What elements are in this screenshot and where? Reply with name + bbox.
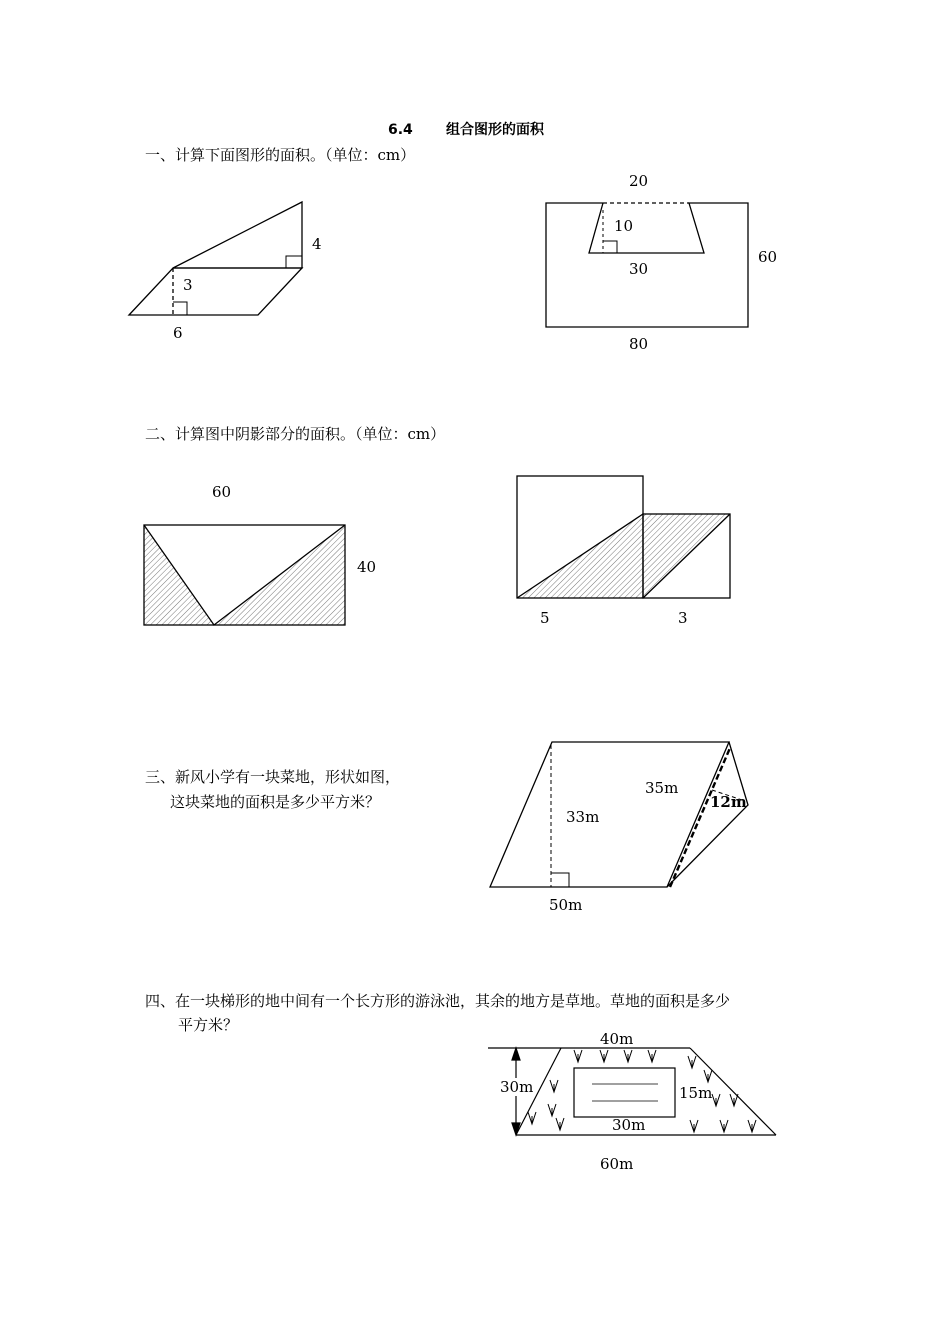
q3-figure bbox=[490, 742, 748, 887]
q4-line2: 平方米？ bbox=[178, 1016, 239, 1034]
q1a-label-6: 6 bbox=[173, 324, 183, 342]
q2b-label-3: 3 bbox=[678, 609, 688, 627]
q4-label-40m: 40m bbox=[600, 1030, 634, 1048]
q4-label-30m-height: 30m bbox=[500, 1078, 534, 1096]
q1-heading: 一、计算下面图形的面积。（单位：cm） bbox=[145, 146, 416, 164]
q3-label-35m: 35m bbox=[645, 779, 679, 797]
title-number: 6.4 bbox=[388, 122, 413, 138]
q1b-label-20: 20 bbox=[629, 172, 649, 190]
q2a-label-60: 60 bbox=[212, 483, 232, 501]
q1a-label-3: 3 bbox=[183, 276, 193, 294]
right-angle-mark bbox=[173, 302, 187, 315]
q1-figure-a bbox=[129, 202, 302, 315]
page-title: 组合图形的面积 bbox=[446, 122, 544, 138]
q1b-label-10: 10 bbox=[614, 217, 634, 235]
arrow-up bbox=[512, 1048, 520, 1060]
q3-label-33m: 33m bbox=[566, 808, 600, 826]
q1b-label-30: 30 bbox=[629, 260, 649, 278]
q3-line1: 三、新风小学有一块菜地，形状如图， bbox=[145, 768, 401, 786]
parallelogram bbox=[129, 268, 302, 315]
q4-line1: 四、在一块梯形的地中间有一个长方形的游泳池，其余的地方是草地。草地的面积是多少 bbox=[145, 992, 731, 1010]
q1b-label-60: 60 bbox=[758, 248, 778, 266]
q4-label-60m: 60m bbox=[600, 1155, 634, 1173]
q2a-label-40: 40 bbox=[357, 558, 377, 576]
q1a-label-4: 4 bbox=[312, 235, 322, 253]
right-angle-mark bbox=[551, 873, 569, 887]
q3-label-12m: 12m bbox=[710, 793, 747, 811]
q4-label-30m-pool: 30m bbox=[612, 1116, 646, 1134]
q2-figure-b bbox=[517, 476, 730, 598]
triangle-on-top bbox=[173, 202, 302, 268]
swimming-pool bbox=[574, 1068, 675, 1117]
q2-heading: 二、计算图中阴影部分的面积。（单位：cm） bbox=[145, 425, 446, 443]
q1b-label-80: 80 bbox=[629, 335, 649, 353]
right-angle-mark bbox=[603, 241, 617, 253]
q2-figure-a bbox=[144, 525, 345, 625]
q4-label-15m: 15m bbox=[679, 1084, 713, 1102]
q3-label-50m: 50m bbox=[549, 896, 583, 914]
parallelogram bbox=[490, 742, 729, 887]
right-angle-mark-top bbox=[286, 256, 302, 268]
q2b-label-5: 5 bbox=[540, 609, 550, 627]
q3-line2: 这块菜地的面积是多少平方米？ bbox=[170, 793, 381, 811]
diagonal-dashed bbox=[670, 748, 730, 887]
